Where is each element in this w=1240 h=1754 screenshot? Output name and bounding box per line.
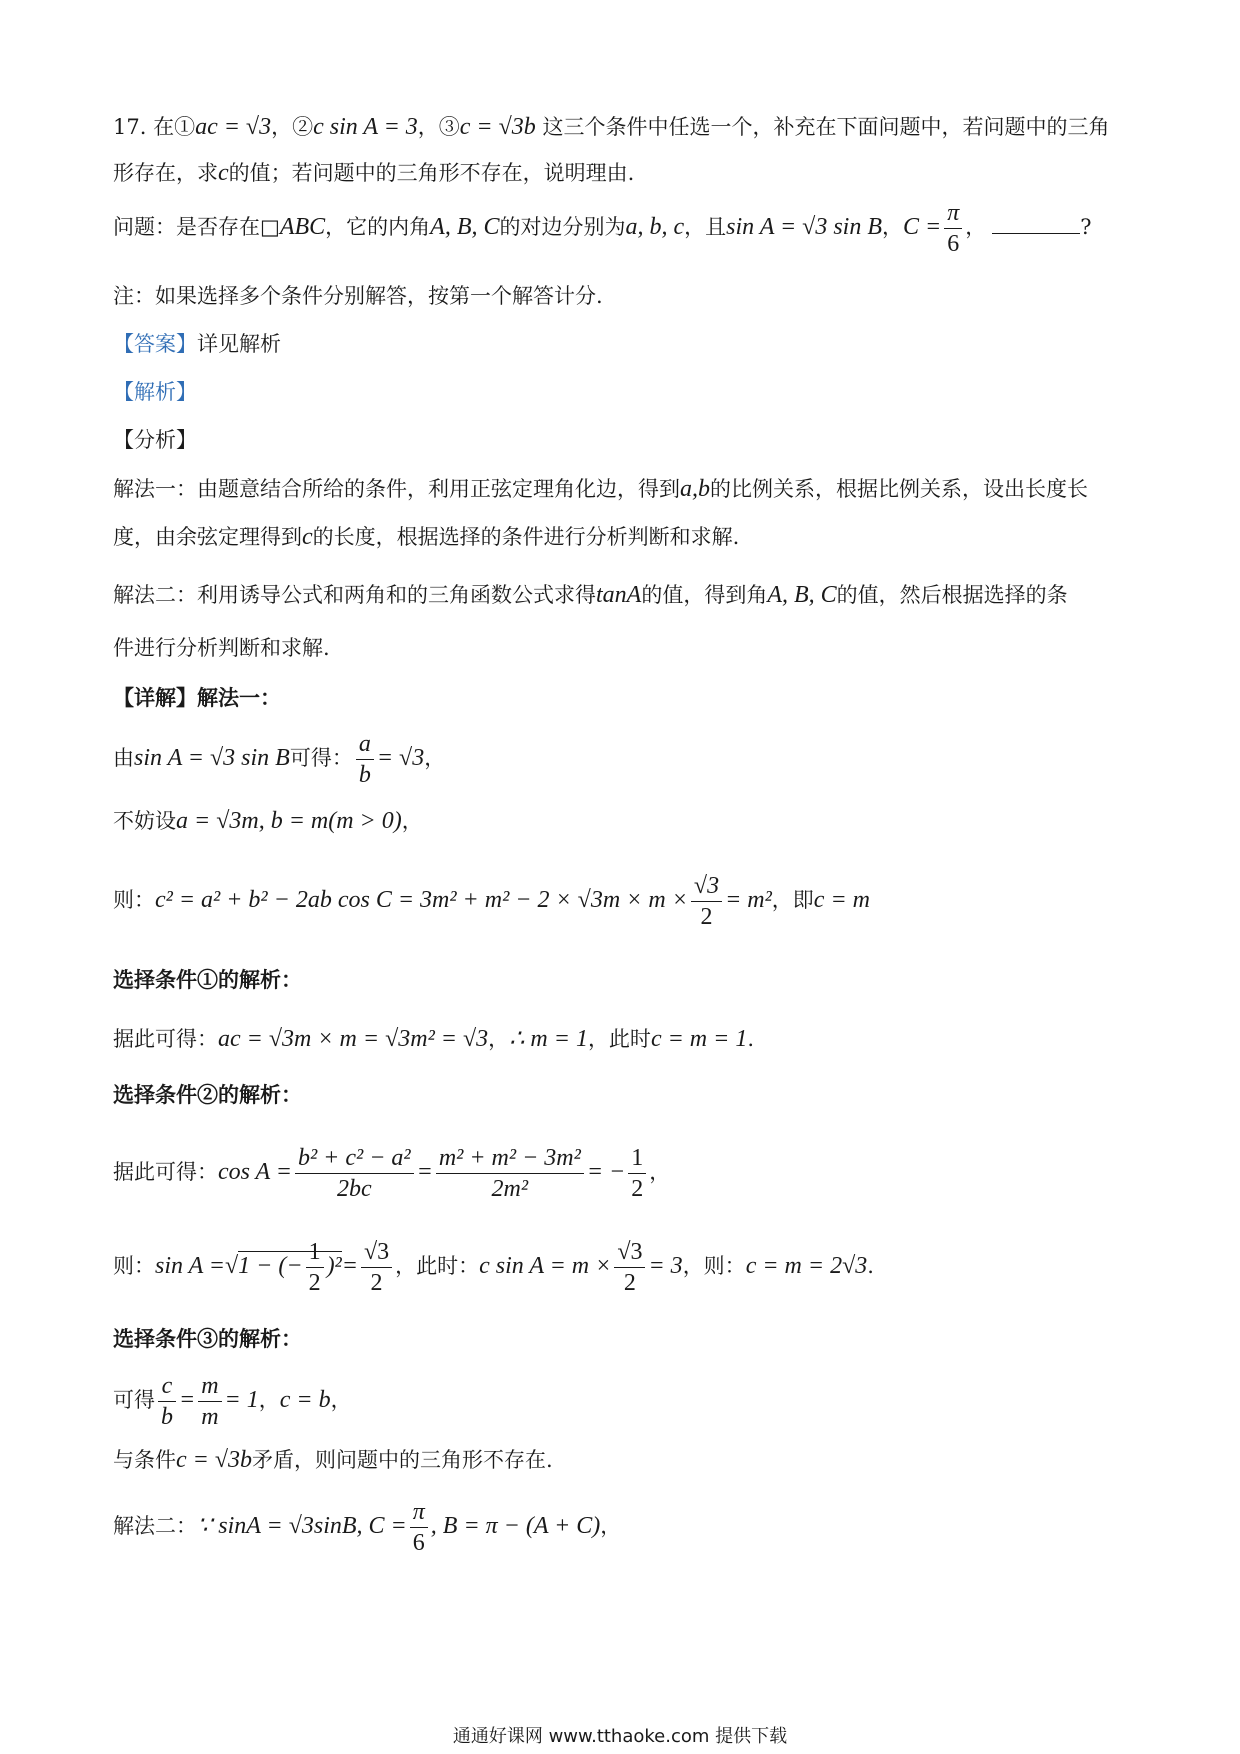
method2-solution-line: 解法二：∵ sinA = √3sinB, C = $\frac{\pi}{6}$ , B = π − (A + C)， xyxy=(113,1499,622,1556)
fenxi-tag: 【分析】 xyxy=(113,428,197,452)
method1-line-2: 度，由余弦定理得到c的长度，根据选择的条件进行分析判断和求解. xyxy=(113,524,740,550)
radical-half-fraction: $\frac{1}{2}$ xyxy=(306,1237,324,1298)
cond3-line-2: 与条件c = √3b矛盾，则问题中的三角形不存在. xyxy=(113,1447,553,1473)
cos-fraction-2: $\frac{\text{m² + m² − 3m²}}{\text{2m²}}$ xyxy=(436,1143,584,1204)
method2-line-1: 解法二：利用诱导公式和两角和的三角函数公式求得tanA的值，得到角A, B, C的值，然后根据选择的条 xyxy=(113,582,1068,608)
sqrt3-over-2-b: $\frac{√3}{2}$ xyxy=(614,1237,645,1298)
answer-line: 【答案】详见解析 xyxy=(113,332,281,356)
detail-heading: 【详解】解法一： xyxy=(113,685,281,710)
cond3-line-1: 可得 $\frac{c}{b}$ = $\frac{m}{m}$ = 1，c = b， xyxy=(113,1373,352,1430)
m-over-m-fraction: $\frac{m}{m}$ xyxy=(198,1371,221,1432)
cond2-title: 选择条件②的解析： xyxy=(113,1082,302,1107)
a-over-b-fraction: $\frac{a}{b}$ xyxy=(356,729,374,790)
method2-line-2: 件进行分析判断和求解. xyxy=(113,636,330,660)
step-1: 由sin A = √3 sin B可得： $\frac{a}{b}$ = √3， xyxy=(113,731,446,788)
answer-tag: 【答案】 xyxy=(113,332,197,356)
sqrt3-over-2-a: $\frac{√3}{2}$ xyxy=(361,1237,392,1298)
cond3-title: 选择条件③的解析： xyxy=(113,1326,302,1351)
problem-note: 注：如果选择多个条件分别解答，按第一个解答计分. xyxy=(113,284,603,308)
half-fraction: $\frac{1}{2}$ xyxy=(628,1143,646,1204)
problem-line-1: 17. 在①ac = √3，②c sin A = 3，③c = √3b 这三个条件中任选一个，补充在下面问题中，若问题中的三角 xyxy=(113,114,1110,140)
problem-question: 问题：是否存在□ABC，它的内角A, B, C的对边分别为a, b, c，且sin A = √3 sin B，C = $\frac{\pi}{6}$ ， ? xyxy=(113,200,1092,257)
step-2: 不妨设a = √3m, b = m(m > 0)， xyxy=(113,808,423,834)
sqrt3-over-2-fraction: $\frac{√3}{2}$ xyxy=(691,871,722,932)
pi-over-6-fraction-2: $\frac{\pi}{6}$ xyxy=(410,1497,428,1558)
answer-blank xyxy=(992,213,1080,234)
cond1-title: 选择条件①的解析： xyxy=(113,967,302,992)
radical: 1 − (− $\frac{1}{2}$ )² xyxy=(238,1238,342,1296)
c-over-b-fraction: $\frac{c}{b}$ xyxy=(158,1371,176,1432)
cond2-line-2: 则：sin A =√1 − (− $\frac{1}{2}$ )²= $\frac{√3}{2}$ ，此时：c sin A = m × $\frac{√3}{2}$ = 3，则：c = m = 2√3. xyxy=(113,1238,874,1296)
problem-line-2: 形存在，求c的值；若问题中的三角形不存在，说明理由. xyxy=(113,160,635,186)
cond2-line-1: 据此可得：cos A = $\frac{\text{b² + c² − a²}}{2bc}$ = $\frac{\text{m² + m² − 3m²}}{\text{2m²}}$ = − $\frac{1}{2}$ ， xyxy=(113,1145,671,1202)
cond1-line: 据此可得：ac = √3m × m = √3m² = √3，∴ m = 1，此时c = m = 1. xyxy=(113,1026,754,1052)
analysis-tag: 【解析】 xyxy=(113,380,197,404)
step-3: 则：c² = a² + b² − 2ab cos C = 3m² + m² − 2 × √3m × m × $\frac{√3}{2}$ = m²，即c = m xyxy=(113,873,870,930)
page-footer: 通通好课网 www.tthaoke.com 提供下载 xyxy=(452,1726,788,1747)
pi-over-6-fraction: $\frac{\pi}{6}$ xyxy=(944,198,962,259)
method1-line-1: 解法一：由题意结合所给的条件，利用正弦定理角化边，得到a,b的比例关系，根据比例关系，设出长度长 xyxy=(113,476,1088,502)
cos-fraction-1: $\frac{\text{b² + c² − a²}}{2bc}$ xyxy=(295,1143,414,1204)
